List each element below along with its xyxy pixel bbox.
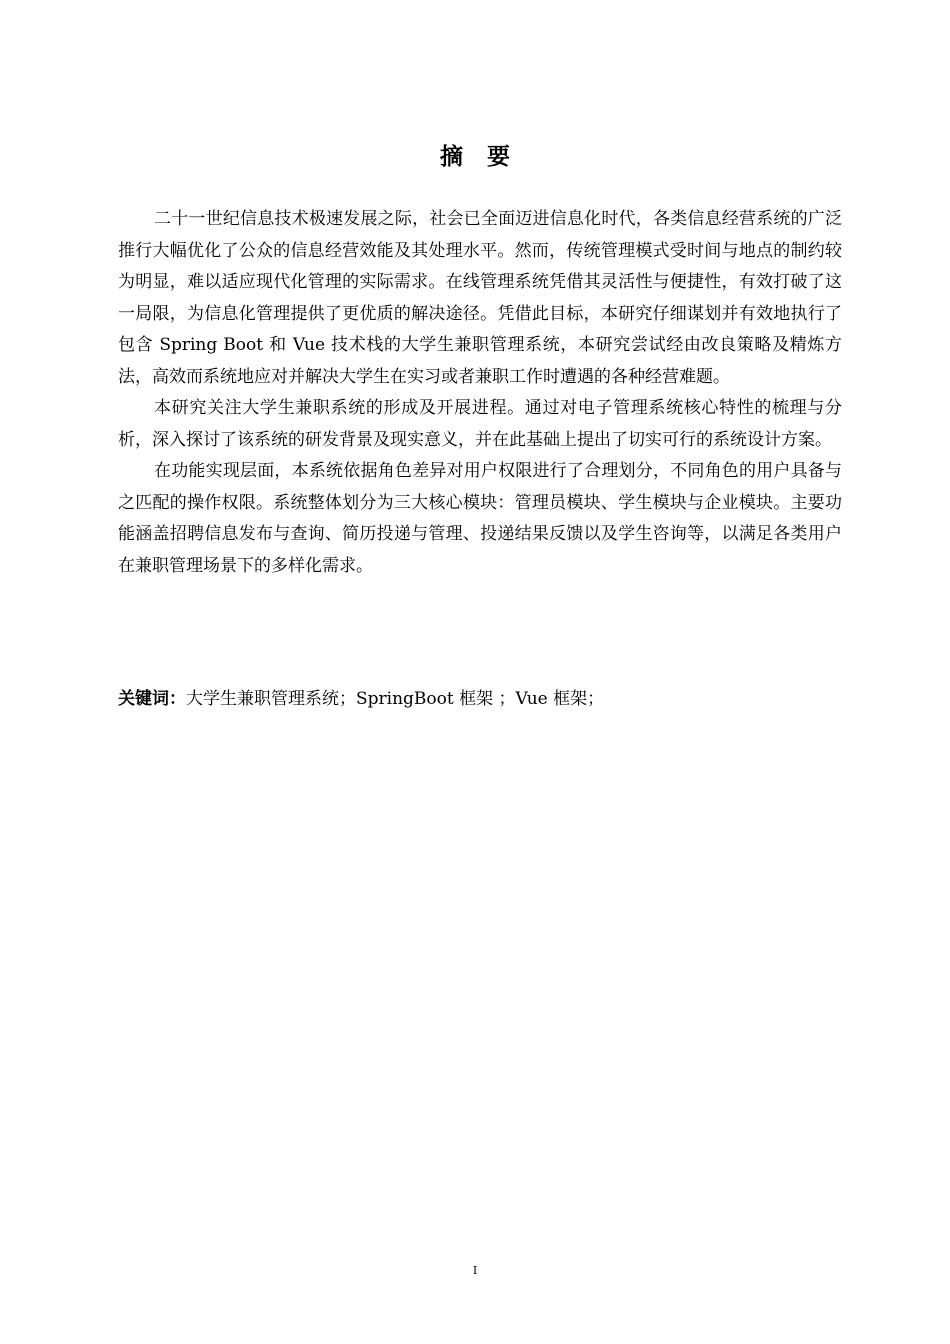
page-number: I [472, 1264, 478, 1277]
abstract-paragraph-3: 在功能实现层面，本系统依据角色差异对用户权限进行了合理划分，不同角色的用户具备与之匹配的操作权限。系统整体划分为三大核心模块：管理员模块、学生模块与企业模块。主要功能涵盖招聘信息发布与查询、简历投递与管理、投递结果反馈以及学生咨询等，以满足各类用户在兼职管理场景下的多样化需求。 [118, 461, 842, 576]
keywords-line [118, 684, 842, 715]
keywords-text: 大学生兼职管理系统；SpringBoot 框架 ；Vue 框架； [186, 689, 605, 709]
abstract-paragraph-1: 二十一世纪信息技术极速发展之际，社会已全面迈进信息化时代，各类信息经营系统的广泛推行大幅优化了公众的信息经营效能及其处理水平。然而，传统管理模式受时间与地点的制约较为明显，难以适应现代化管理的实际需求。在线管理系统凭借其灵活性与便捷性，有效打破了这一局限，为信息化管理提供了更优质的解决途径。凭借此目标，本研究仔细谋划并有效地执行了包含 Spring Boot 和 Vue 技术栈的大学生兼职管理系统，本研究尝试经由改良策略及精炼方法，高效而系统地应对并解决大学生在实习或者兼职工作时遭遇的各种经营难题。 [118, 209, 842, 387]
abstract-body [118, 204, 842, 582]
abstract-title: 摘要 [440, 143, 534, 170]
keywords-label: 关键词： [118, 689, 186, 709]
abstract-paragraph-2: 本研究关注大学生兼职系统的形成及开展进程。通过对电子管理系统核心特性的梳理与分析，深入探讨了该系统的研发背景及现实意义，并在此基础上提出了切实可行的系统设计方案。 [118, 398, 842, 450]
